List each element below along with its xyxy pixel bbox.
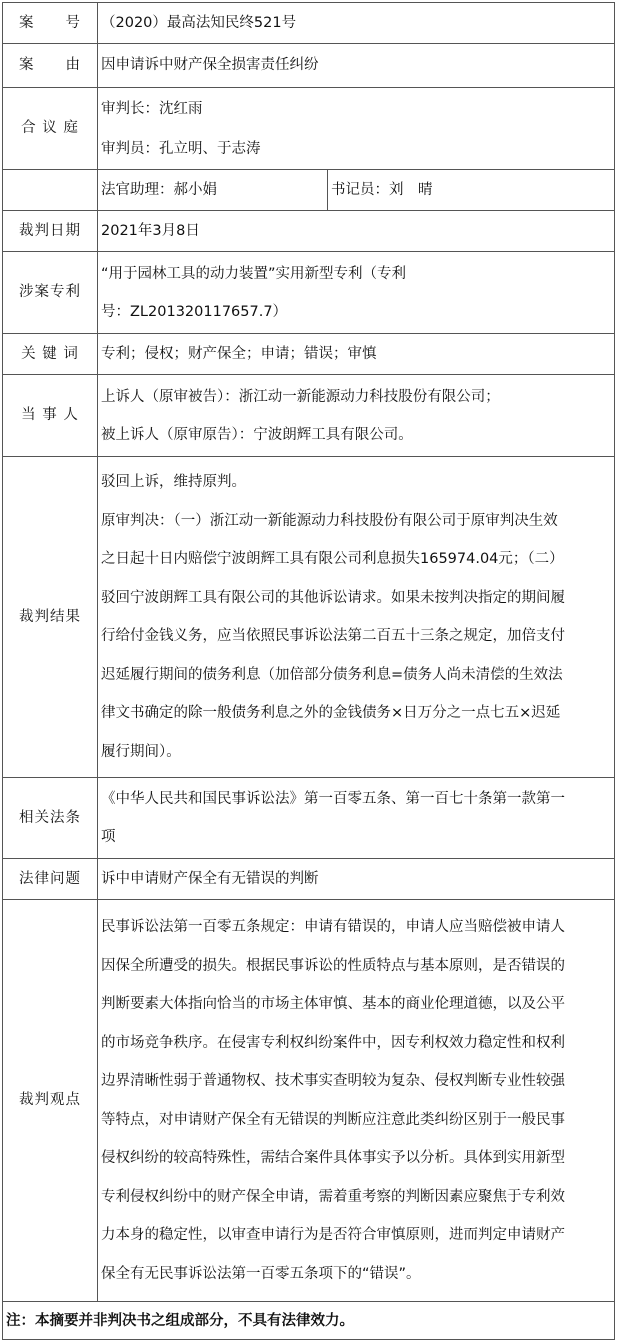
row-case-number xyxy=(3,3,615,44)
label-parties: 当 事 人 xyxy=(3,375,98,457)
label-case-number: 案 号 xyxy=(3,3,98,44)
value-legal-issue: 诉中申请财产保全有无错误的判断 xyxy=(98,859,615,900)
opinion-line: 力本身的稳定性，以审查申请行为是否符合审慎原则，进而判定申请财产 xyxy=(101,1227,565,1243)
presiding-judge: 审判长：沈红雨 xyxy=(101,100,203,117)
opinion-line: 边界清晰性弱于普通物权、技术事实查明较为复杂、侵权判断专业性较强 xyxy=(101,1073,565,1089)
opinion-line: 侵权纠纷的较高特殊性，需结合案件具体事实予以分析。具体到实用新型 xyxy=(101,1150,565,1166)
value-opinion xyxy=(98,900,615,1302)
patent-line-2: 号：ZL201320117657.7） xyxy=(101,303,288,320)
opinion-line: 因保全所遭受的损失。根据民事诉讼的性质特点与基本原则，是否错误的 xyxy=(101,957,565,974)
label-judgment-date: 裁判日期 xyxy=(3,211,98,252)
label-cause: 案 由 xyxy=(3,44,98,88)
row-laws xyxy=(3,778,615,859)
row-issue xyxy=(3,859,615,900)
value-cause: 因申请诉中财产保全损害责任纠纷 xyxy=(98,44,615,88)
court-clerk: 书记员：刘 晴 xyxy=(328,170,615,211)
value-result xyxy=(98,457,615,778)
row-note xyxy=(3,1302,615,1340)
opinion-line: 等特点，对申请财产保全有无错误的判断应注意此类纠纷区别于一般民事 xyxy=(101,1111,565,1128)
row-date xyxy=(3,211,615,252)
opinion-line: 的市场竞争秩序。在侵害专利权纠纷案件中，因专利权效力稳定性和权利 xyxy=(101,1034,565,1051)
value-keywords: 专利；侵权；财产保全；申请；错误；审慎 xyxy=(98,334,615,375)
result-line: 迟延履行期间的债务利息（加倍部分债务利息=债务人尚未清偿的生效法 xyxy=(101,666,563,683)
row-panel xyxy=(3,88,615,170)
value-case-number: （2020）最高法知民终521号 xyxy=(98,3,615,44)
appellant: 上诉人（原审被告）：浙江动一新能源动力科技股份有限公司； xyxy=(101,388,500,405)
label-legal-issue: 法律问题 xyxy=(3,859,98,900)
label-assistants-empty xyxy=(3,170,98,211)
disclaimer-note: 注：本摘要并非判决书之组成部分，不具有法律效力。 xyxy=(3,1302,615,1340)
opinion-line: 民事诉讼法第一百零五条规定：申请有错误的，申请人应当赔偿被申请人 xyxy=(101,919,565,935)
result-line: 驳回宁波朗辉工具有限公司的其他诉讼请求。如果未按判决指定的期间履 xyxy=(101,589,565,606)
value-patent xyxy=(98,252,615,334)
opinion-line: 保全有无民事诉讼法第一百零五条项下的“错误”。 xyxy=(101,1265,421,1282)
label-result: 裁判结果 xyxy=(3,457,98,778)
label-keywords: 关 键 词 xyxy=(3,334,98,375)
opinion-line: 判断要素大体指向恰当的市场主体审慎、基本的商业伦理道德，以及公平 xyxy=(101,996,565,1012)
laws-line: 项 xyxy=(101,829,116,845)
label-laws: 相关法条 xyxy=(3,778,98,859)
value-panel xyxy=(98,88,615,170)
row-parties xyxy=(3,375,615,457)
result-line: 驳回上诉，维持原判。 xyxy=(101,474,246,490)
row-result xyxy=(3,457,615,778)
opinion-line: 专利侵权纠纷中的财产保全申请，需着重考察的判断因素应聚焦于专利效 xyxy=(101,1188,565,1205)
row-cause xyxy=(3,44,615,88)
result-line: 原审判决：（一）浙江动一新能源动力科技股份有限公司于原审判决生效 xyxy=(101,512,558,529)
patent-line-1: “用于园林工具的动力装置”实用新型专利（专利 xyxy=(101,265,407,282)
appellee: 被上诉人（原审原告）：宁波朗辉工具有限公司。 xyxy=(101,426,413,443)
label-opinion: 裁判观点 xyxy=(3,900,98,1302)
judge-assistant: 法官助理：郝小娟 xyxy=(98,170,328,211)
row-opinion xyxy=(3,900,615,1302)
result-line: 律文书确定的除一般债务利息之外的金钱债务×日万分之一点七五×迟延 xyxy=(101,705,561,721)
result-line: 行给付金钱义务，应当依照民事诉讼法第二百五十三条之规定，加倍支付 xyxy=(101,628,565,644)
result-line: 履行期间）。 xyxy=(101,743,181,760)
case-summary-table xyxy=(2,2,615,1340)
row-patent xyxy=(3,252,615,334)
label-panel: 合 议 庭 xyxy=(3,88,98,170)
value-parties xyxy=(98,375,615,457)
result-line: 之日起十日内赔偿宁波朗辉工具有限公司利息损失165974.04元；（二） xyxy=(101,551,564,567)
panel-judges: 审判员：孔立明、于志涛 xyxy=(101,140,261,157)
laws-line: 《中华人民共和国民事诉讼法》第一百零五条、第一百七十条第一款第一 xyxy=(101,791,565,807)
label-patent: 涉案专利 xyxy=(3,252,98,334)
row-keywords xyxy=(3,334,615,375)
value-laws xyxy=(98,778,615,859)
row-assistants xyxy=(3,170,615,211)
value-judgment-date: 2021年3月8日 xyxy=(98,211,615,252)
